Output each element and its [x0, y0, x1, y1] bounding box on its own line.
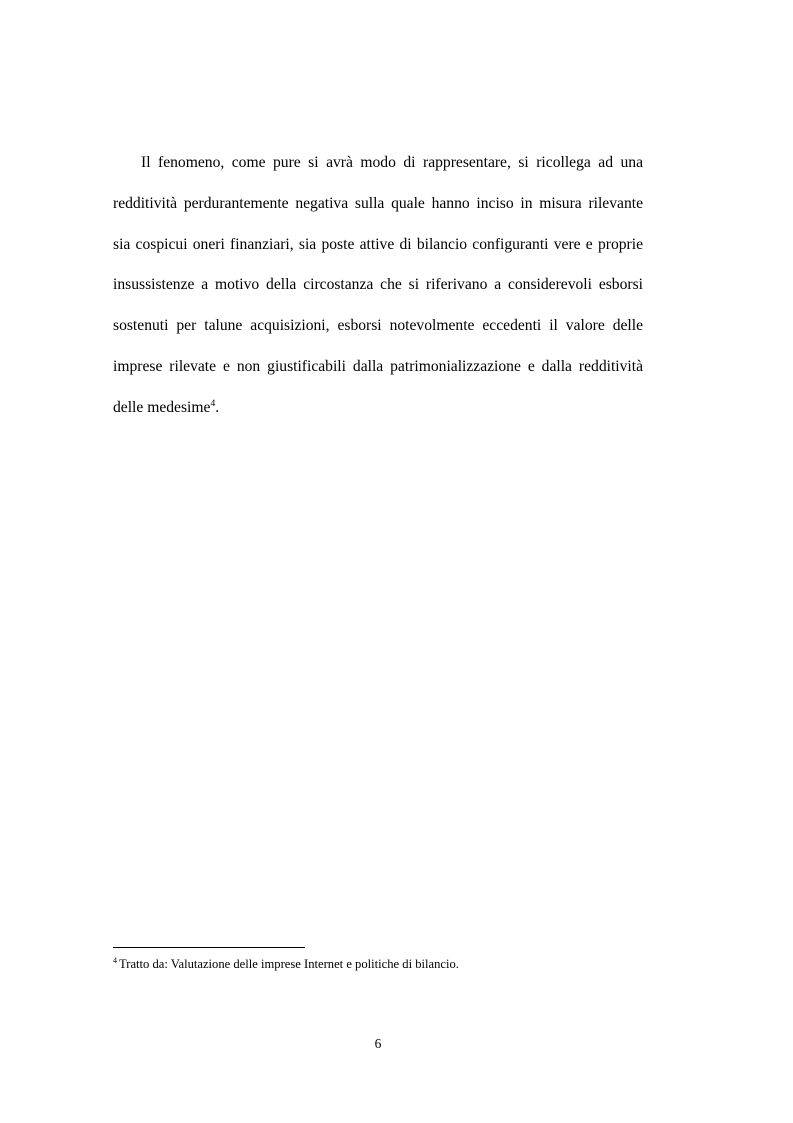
- paragraph-line: sia cospicui oneri finanziari, sia poste attive di bilancio configuranti vere e proprie: [113, 235, 643, 253]
- paragraph-line: insussistenze a motivo della circostanza che si riferivano a considerevoli esborsi: [113, 276, 643, 294]
- footnote-marker: 4: [113, 956, 117, 965]
- footnote-reference[interactable]: 4: [210, 398, 216, 409]
- page-number: 6: [374, 1036, 382, 1051]
- paragraph-last-line: [113, 388, 643, 429]
- footnote-text: Tratto da: Valutazione delle imprese Internet e politiche di bilancio.: [119, 957, 459, 971]
- footnote: [113, 956, 673, 972]
- footnote-separator: [113, 947, 305, 948]
- paragraph-line-text: delle medesime: [113, 398, 211, 416]
- paragraph-end-punctuation: .: [215, 398, 220, 416]
- paragraph-line: redditività perdurantemente negativa sulla quale hanno inciso in misura rilevante: [113, 194, 643, 212]
- body-paragraph: [113, 143, 643, 429]
- paragraph-line: sostenuti per talune acquisizioni, esborsi notevolmente eccedenti il valore delle: [113, 317, 643, 335]
- paragraph-line: Il fenomeno, come pure si avrà modo di rappresentare, si ricollega ad una: [141, 154, 643, 171]
- paragraph-line: imprese rilevate e non giustificabili dalla patrimonializzazione e dalla redditività: [113, 357, 643, 375]
